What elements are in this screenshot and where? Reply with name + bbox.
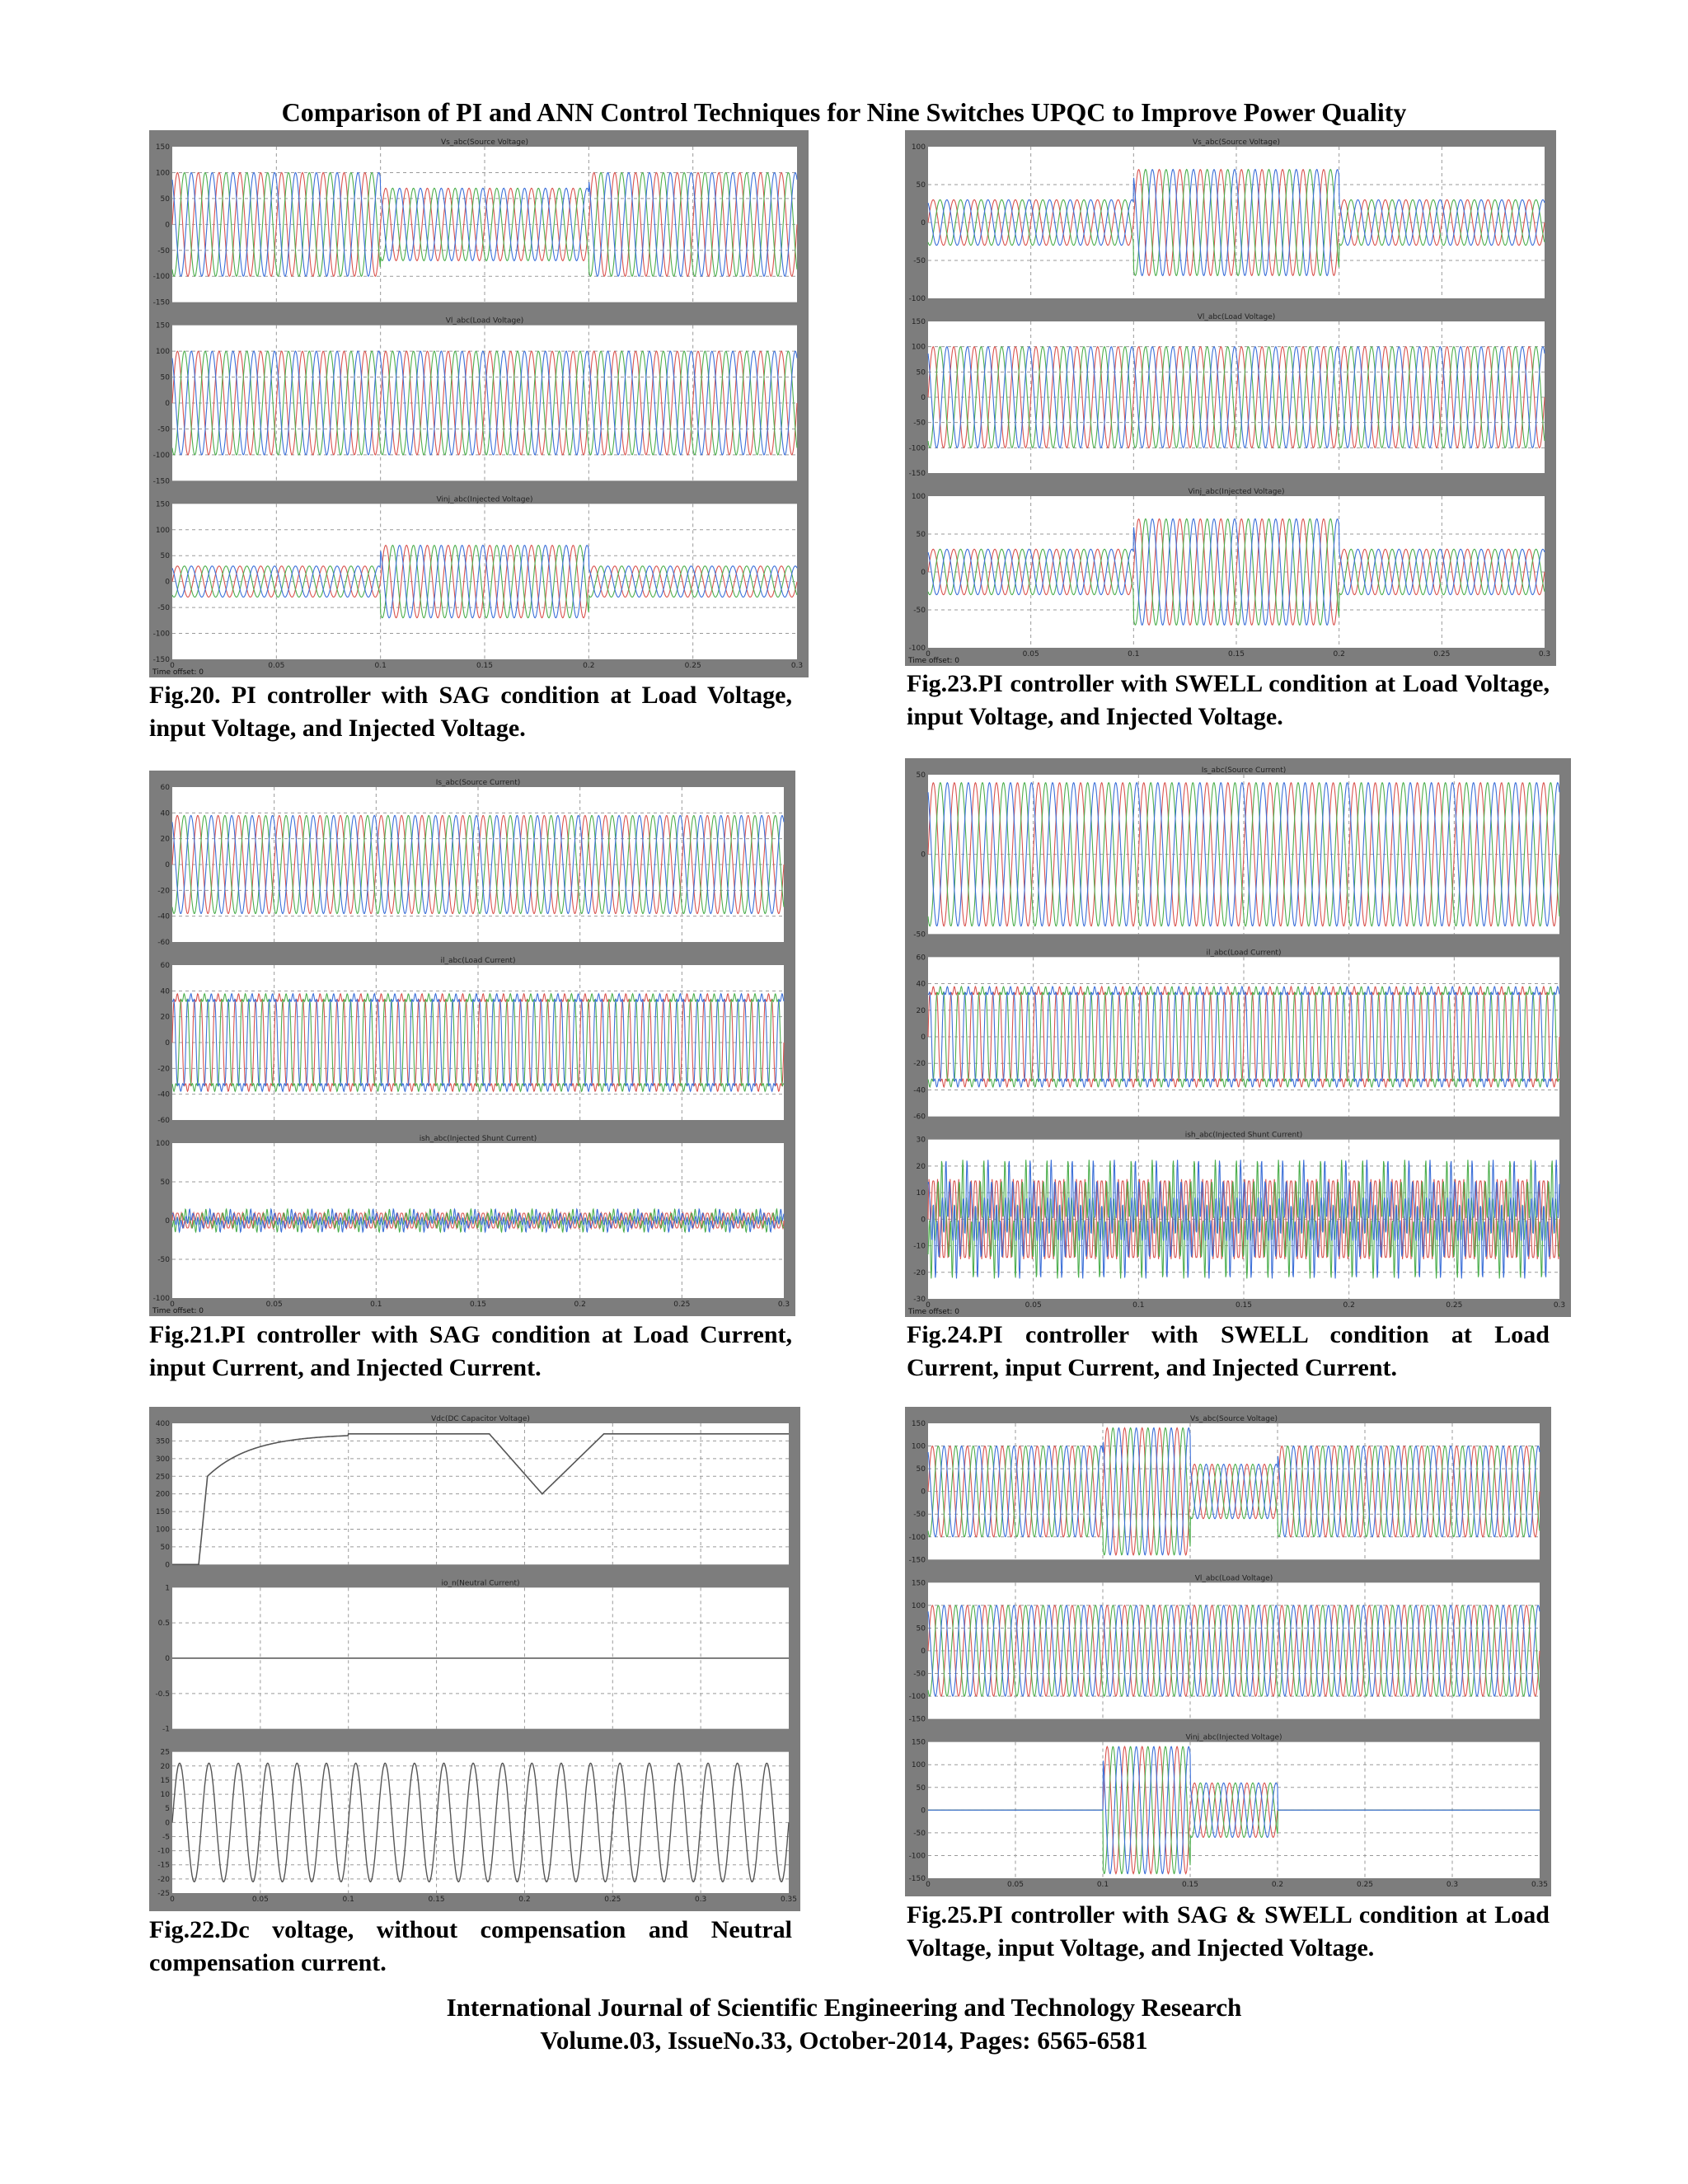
figure-22-caption: Fig.22.Dc voltage, without compensation and Neutral compensation current. (149, 1916, 792, 1976)
y-tick-label: 100 (911, 1601, 926, 1610)
fig23-panel-3 (909, 488, 1545, 653)
fig24-panel-3 (913, 1132, 1559, 1304)
panel-title: Vs_abc(Source Voltage) (440, 138, 529, 147)
fig20-panel-1 (153, 138, 797, 307)
y-tick-label: 0 (165, 578, 170, 587)
y-tick-label: 150 (911, 318, 926, 326)
y-tick-label: 0 (165, 1561, 170, 1570)
y-tick-label: -100 (152, 273, 170, 282)
panel-title: il_abc(Load Current) (440, 957, 516, 965)
figure-21-sag-current (149, 771, 795, 1316)
y-tick-label: 1 (165, 1584, 170, 1593)
journal-footer-name: International Journal of Scientific Engineering and Technology Research (446, 1993, 1242, 2022)
x-tick-label: 0.25 (1433, 650, 1451, 658)
panel-title: Is_abc(Source Current) (1201, 766, 1287, 775)
time-offset-label: Time offset: 0 (152, 668, 204, 677)
fig22-panel-2 (155, 1579, 789, 1733)
x-tick-label: 0.05 (1025, 1301, 1042, 1310)
x-tick-label: 0.25 (1446, 1301, 1463, 1310)
y-tick-label: -50 (913, 1670, 926, 1679)
y-tick-label: 0.5 (157, 1619, 170, 1629)
x-tick-label: 0.15 (469, 1301, 487, 1309)
figure-25-caption: Fig.25.PI controller with SAG & SWELL condition at Load Voltage, input Voltage, and Injected Voltage. (907, 1901, 1550, 1961)
y-tick-label: -100 (908, 1533, 926, 1542)
y-tick-label: -50 (157, 1256, 170, 1264)
y-tick-label: 100 (155, 169, 170, 178)
x-tick-label: 0 (170, 662, 175, 670)
panel-title: Vinj_abc(Injected Voltage) (436, 495, 533, 504)
y-tick-label: 0 (165, 1819, 170, 1828)
y-tick-label: -60 (913, 1113, 926, 1122)
x-tick-label: 0.05 (265, 1301, 283, 1309)
y-tick-label: -10 (913, 1242, 926, 1251)
figure-24-caption: Fig.24.PI controller with SWELL condition at Load Current, input Current, and Injected Current. (907, 1321, 1550, 1381)
y-tick-label: 100 (155, 1526, 170, 1535)
y-tick-label: 60 (916, 954, 926, 963)
y-tick-label: -150 (908, 1875, 926, 1883)
fig24-panel-1 (913, 766, 1559, 939)
y-tick-label: 0 (165, 400, 170, 408)
y-tick-label: -150 (908, 1715, 926, 1724)
y-tick-label: 50 (160, 1179, 170, 1187)
x-tick-label: 0.35 (1531, 1881, 1549, 1889)
y-tick-label: -100 (908, 295, 926, 303)
y-tick-label: 0 (921, 219, 926, 227)
x-tick-label: 0.3 (1538, 650, 1551, 658)
fig21-panel-3 (153, 1135, 784, 1303)
y-tick-label: 60 (160, 784, 170, 792)
panel-title: Vl_abc(Load Voltage) (1194, 1574, 1273, 1583)
x-tick-label: 0.1 (370, 1301, 382, 1309)
x-tick-label: 0.25 (1356, 1881, 1374, 1889)
y-tick-label: 100 (155, 348, 170, 357)
y-tick-label: 30 (916, 1136, 926, 1145)
fig24-plot (905, 758, 1571, 1317)
x-tick-label: 0.1 (374, 662, 387, 670)
x-tick-label: 0.15 (476, 662, 494, 670)
y-tick-label: 100 (911, 1442, 926, 1451)
y-tick-label: 40 (160, 987, 170, 996)
figure-22-dc-voltage (149, 1407, 800, 1911)
y-tick-label: 0 (921, 1033, 926, 1042)
time-offset-label: Time offset: 0 (152, 1307, 204, 1315)
y-tick-label: 20 (160, 1762, 170, 1771)
y-tick-label: 350 (155, 1437, 170, 1446)
y-tick-label: 50 (916, 181, 926, 190)
x-tick-label: 0.2 (1333, 650, 1345, 658)
x-tick-label: 0.25 (673, 1301, 691, 1309)
y-tick-label: -50 (913, 1511, 926, 1520)
fig21-plot (149, 771, 795, 1316)
y-tick-label: -100 (152, 1295, 170, 1303)
y-tick-label: 0 (921, 1647, 926, 1656)
y-tick-label: -60 (157, 1117, 170, 1125)
x-tick-label: 0.2 (1271, 1881, 1284, 1889)
panel-title: Is_abc(Source Current) (435, 779, 521, 787)
y-tick-label: 200 (155, 1490, 170, 1499)
y-tick-label: -40 (913, 1086, 926, 1095)
y-tick-label: 0 (921, 1216, 926, 1225)
y-tick-label: -100 (908, 1852, 926, 1861)
y-tick-label: 50 (160, 373, 170, 382)
time-offset-label: Time offset: 0 (908, 1308, 959, 1316)
fig20-panel-2 (153, 317, 797, 486)
fig23-panel-2 (909, 313, 1545, 478)
fig22-panel-3 (157, 1749, 789, 1898)
y-tick-label: 25 (160, 1748, 170, 1757)
figure-20-sag-voltage (149, 130, 809, 677)
y-tick-label: -100 (152, 451, 170, 460)
fig24-panel-2 (913, 949, 1559, 1121)
y-tick-label: 10 (160, 1791, 170, 1800)
y-tick-label: 0 (165, 1217, 170, 1226)
x-tick-label: 0.3 (1446, 1881, 1459, 1889)
y-tick-label: -1 (162, 1725, 170, 1734)
y-tick-label: 50 (916, 771, 926, 780)
y-tick-label: 150 (911, 1738, 926, 1747)
panel-title: Vl_abc(Load Voltage) (1197, 313, 1276, 321)
y-tick-label: -40 (157, 1090, 170, 1099)
x-tick-label: 0.15 (1227, 650, 1245, 658)
fig25-panel-1 (909, 1415, 1540, 1564)
x-tick-label: 0 (926, 650, 931, 658)
y-tick-label: -20 (913, 1268, 926, 1277)
y-tick-label: -30 (913, 1296, 926, 1304)
y-tick-label: 20 (916, 1162, 926, 1171)
y-tick-label: -150 (152, 656, 170, 664)
y-tick-label: -150 (152, 298, 170, 307)
panel-title: Vinj_abc(Injected Voltage) (1188, 488, 1285, 496)
figure-21-caption: Fig.21.PI controller with SAG condition at Load Current, input Current, and Injected Current. (149, 1321, 792, 1381)
x-tick-label: 0.05 (268, 662, 285, 670)
y-tick-label: 150 (155, 143, 170, 152)
y-tick-label: 20 (160, 1013, 170, 1022)
x-tick-label: 0.35 (780, 1896, 798, 1904)
y-tick-label: -100 (908, 644, 926, 653)
y-tick-label: -25 (157, 1890, 170, 1898)
panel-title: ish_abc(Injected Shunt Current) (419, 1135, 537, 1143)
y-tick-label: 400 (155, 1420, 170, 1428)
y-tick-label: 50 (916, 1624, 926, 1633)
fig21-panel-2 (157, 957, 784, 1125)
y-tick-label: -150 (908, 1556, 926, 1565)
y-tick-label: 100 (911, 493, 926, 501)
y-tick-label: 150 (155, 1508, 170, 1517)
x-tick-label: 0.2 (583, 662, 595, 670)
x-tick-label: 0.05 (1022, 650, 1039, 658)
y-tick-label: 50 (916, 1465, 926, 1474)
y-tick-label: 0 (165, 861, 170, 869)
y-tick-label: 60 (160, 962, 170, 970)
y-tick-label: 5 (165, 1805, 170, 1814)
panel-title: Vl_abc(Load Voltage) (445, 316, 524, 326)
y-tick-label: 100 (911, 343, 926, 352)
y-tick-label: 50 (916, 368, 926, 377)
y-tick-label: -20 (157, 887, 170, 896)
y-tick-label: 20 (160, 835, 170, 844)
fig22-panel-1 (156, 1415, 789, 1569)
y-tick-label: -50 (157, 604, 170, 613)
x-tick-label: 0 (926, 1881, 931, 1889)
x-tick-label: 0 (170, 1301, 175, 1309)
y-tick-label: 100 (155, 526, 170, 535)
x-tick-label: 0.1 (1132, 1301, 1145, 1310)
y-tick-label: 250 (155, 1473, 170, 1482)
figure-23-swell-voltage (905, 130, 1556, 666)
x-tick-label: 0.05 (251, 1896, 269, 1904)
x-tick-label: 0.1 (1096, 1881, 1109, 1889)
fig23-panel-1 (909, 138, 1545, 303)
y-tick-label: 0 (165, 1039, 170, 1047)
y-tick-label: -0.5 (155, 1690, 170, 1699)
x-tick-label: 0.25 (684, 662, 701, 670)
fig22-plot (149, 1407, 800, 1911)
fig25-panel-3 (909, 1734, 1540, 1883)
time-offset-label: Time offset: 0 (908, 657, 959, 665)
y-tick-label: -20 (913, 1060, 926, 1069)
y-tick-label: -150 (908, 470, 926, 478)
y-tick-label: -100 (908, 444, 926, 453)
y-tick-label: -20 (157, 1065, 170, 1074)
y-tick-label: 150 (911, 1579, 926, 1588)
x-tick-label: 0.2 (574, 1301, 586, 1309)
y-tick-label: 20 (916, 1006, 926, 1015)
y-tick-label: -100 (152, 630, 170, 639)
y-tick-label: -50 (913, 930, 926, 940)
x-tick-label: 0.05 (1006, 1881, 1025, 1889)
y-tick-label: -15 (157, 1861, 170, 1870)
panel-title: ish_abc(Injected Shunt Current) (1184, 1131, 1303, 1140)
y-tick-label: 40 (160, 809, 170, 818)
x-tick-label: 0.25 (604, 1896, 621, 1904)
x-tick-label: 0.15 (1235, 1301, 1253, 1310)
x-tick-label: 0.2 (1343, 1301, 1355, 1310)
y-tick-label: 150 (155, 321, 170, 330)
y-tick-label: -50 (913, 1829, 926, 1838)
y-tick-label: 0 (921, 851, 926, 860)
panel-title: Vinj_abc(Injected Voltage) (1185, 1733, 1282, 1742)
fig25-panel-2 (909, 1574, 1540, 1723)
panel-title: io_n(Neutral Current) (441, 1579, 520, 1588)
x-tick-label: 0.15 (1181, 1881, 1199, 1889)
y-tick-label: -20 (157, 1875, 170, 1884)
y-tick-label: 15 (160, 1776, 170, 1785)
x-tick-label: 0.3 (1553, 1301, 1566, 1310)
panel-title: il_abc(Load Current) (1206, 949, 1282, 958)
fig20-panel-3 (153, 495, 797, 664)
fig20-plot (149, 130, 809, 677)
x-tick-label: 0.1 (1128, 650, 1140, 658)
panel-title: Vs_abc(Source Voltage) (1189, 1415, 1278, 1423)
y-tick-label: 0 (921, 1488, 926, 1497)
y-tick-label: 50 (160, 552, 170, 561)
y-tick-label: -40 (157, 912, 170, 921)
y-tick-label: 300 (155, 1455, 170, 1464)
figure-23-caption: Fig.23.PI controller with SWELL condition at Load Voltage, input Voltage, and Injected Voltage. (907, 670, 1550, 730)
y-tick-label: 0 (921, 1807, 926, 1816)
y-tick-label: 50 (160, 1543, 170, 1552)
y-tick-label: -50 (913, 419, 926, 428)
y-tick-label: 100 (911, 1761, 926, 1770)
x-tick-label: 0.3 (694, 1896, 707, 1904)
fig21-panel-1 (157, 779, 784, 947)
y-tick-label: 50 (916, 1783, 926, 1793)
y-tick-label: -50 (157, 425, 170, 434)
figure-24-swell-current (905, 758, 1571, 1317)
y-tick-label: 40 (916, 980, 926, 989)
y-tick-label: -50 (913, 257, 926, 265)
y-tick-label: 150 (911, 1420, 926, 1428)
y-tick-label: -50 (913, 607, 926, 615)
y-tick-label: 150 (155, 500, 170, 509)
y-tick-label: 10 (916, 1189, 926, 1198)
y-tick-label: -100 (908, 1693, 926, 1702)
figure-25-sag-swell-voltage (905, 1407, 1551, 1896)
y-tick-label: -50 (157, 246, 170, 255)
y-tick-label: 100 (155, 1140, 170, 1148)
y-tick-label: 0 (165, 1655, 170, 1663)
x-tick-label: 0.1 (342, 1896, 354, 1904)
x-tick-label: 0.3 (777, 1301, 790, 1309)
y-tick-label: -5 (162, 1833, 170, 1842)
y-tick-label: 50 (916, 531, 926, 539)
x-tick-label: 0.15 (428, 1896, 445, 1904)
fig25-plot (905, 1407, 1551, 1896)
fig23-plot (905, 130, 1556, 666)
panel-title: Vdc(DC Capacitor Voltage) (431, 1415, 530, 1423)
x-tick-label: 0.2 (518, 1896, 531, 1904)
y-tick-label: 100 (911, 143, 926, 152)
y-tick-label: 50 (160, 194, 170, 204)
x-tick-label: 0.3 (790, 662, 804, 670)
panel-title: Vs_abc(Source Voltage) (1192, 138, 1281, 147)
x-tick-label: 0 (926, 1301, 931, 1310)
y-tick-label: -10 (157, 1847, 170, 1856)
y-tick-label: -60 (157, 939, 170, 947)
y-tick-label: -150 (152, 477, 170, 486)
y-tick-label: 0 (921, 569, 926, 577)
page-header: Comparison of PI and ANN Control Techniques for Nine Switches UPQC to Improve Power Quality (281, 97, 1407, 127)
figure-20-caption: Fig.20. PI controller with SAG condition at Load Voltage, input Voltage, and Injected Voltage. (149, 682, 792, 742)
y-tick-label: 0 (921, 394, 926, 402)
x-tick-label: 0 (170, 1896, 175, 1904)
y-tick-label: 0 (165, 221, 170, 230)
journal-footer-volume: Volume.03, IssueNo.33, October-2014, Pages: 6565-6581 (540, 2026, 1148, 2055)
